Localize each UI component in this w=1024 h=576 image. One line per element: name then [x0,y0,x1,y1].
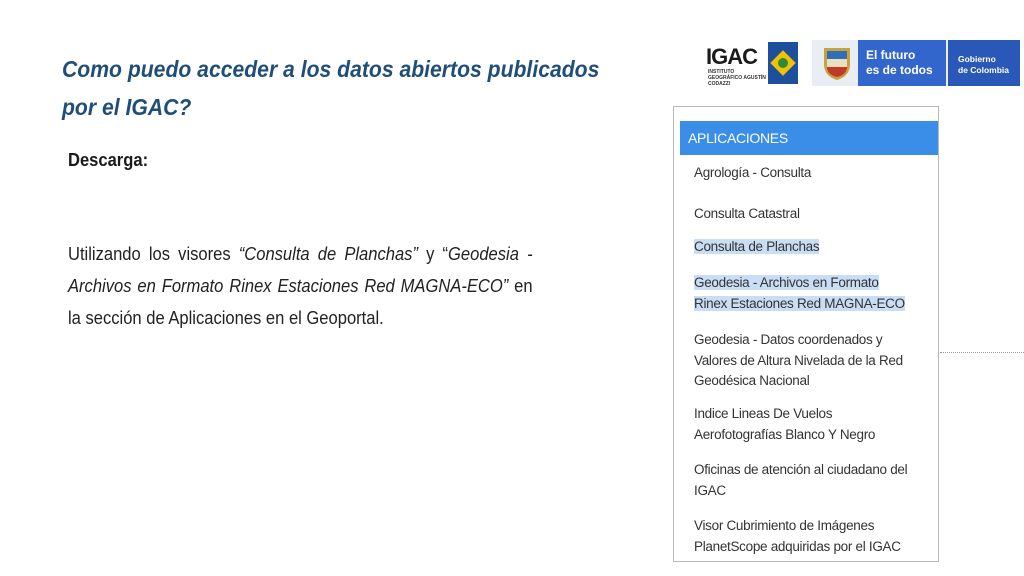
app-link-line: Agrología - Consulta [694,165,812,180]
app-link-item[interactable] [694,516,934,557]
app-link-item[interactable] [694,273,934,314]
gobierno-colombia-badge [948,40,1020,86]
gob-line1: Gobierno [958,54,996,64]
futuro-line1: El futuro [866,48,916,62]
app-link-item[interactable] [694,330,934,392]
app-link-line: PlanetScope adquiridas por el IGAC [694,538,901,554]
app-link-line: Indice Lineas De Vuelos [694,406,833,421]
slide-title: Como puedo acceder a los datos abiertos publicados por el IGAC? [62,56,600,120]
app-link-line: Valores de Altura Nivelada de la Red [694,352,903,368]
app-link-line: Geodesia - Archivos en Formato [694,275,879,290]
section-subtitle: Descarga: [68,150,149,170]
igac-emblem-icon [768,42,798,84]
app-link-item[interactable] [694,460,934,501]
igac-logo [706,42,798,87]
body-emphasis-planchas: “Consulta de Planchas” [238,244,418,264]
app-link-line: Consulta Catastral [694,206,800,221]
gobierno-logo [812,40,1020,86]
dotted-divider [940,352,1024,353]
app-link-line: IGAC [694,482,726,498]
app-link-line: Geodésica Nacional [694,373,810,388]
igac-logo-subtext: INSTITUTO GEOGRÁFICO AGUSTÍN CODAZZI [708,69,766,87]
app-link-item[interactable] [694,163,934,184]
app-link-line: Geodesia - Datos coordenados y [694,332,883,347]
body-text-part3: en la sección de Aplicaciones en el Geoportal. [68,276,533,328]
app-link-item[interactable] [694,237,934,258]
app-link-line: Consulta de Planchas [694,239,820,254]
app-link-item[interactable] [694,204,934,225]
igac-logo-text: IGAC [706,44,757,69]
futuro-line2: es de todos [866,63,933,77]
app-link-line: Aerofotografías Blanco Y Negro [694,426,876,442]
aplicaciones-panel [673,106,939,562]
colombia-coat-of-arms-icon [820,44,854,82]
app-link-line: Visor Cubrimiento de Imágenes [694,518,875,533]
aplicaciones-header[interactable]: APLICACIONES [680,121,938,155]
app-link-line: Rinex Estaciones Red MAGNA-ECO [694,295,905,311]
body-paragraph [68,238,533,334]
gob-line2: de Colombia [958,65,1010,75]
body-text-part2: y “ [417,244,449,264]
body-emphasis-geodesia: Geodesia - Archivos en Formato Rinex Estaciones Red MAGNA-ECO” [68,244,533,296]
body-text-part1: Utilizando los visores [68,244,239,264]
app-link-item[interactable] [694,404,934,445]
el-futuro-badge [858,40,946,86]
app-link-line: Oficinas de atención al ciudadano del [694,462,908,477]
